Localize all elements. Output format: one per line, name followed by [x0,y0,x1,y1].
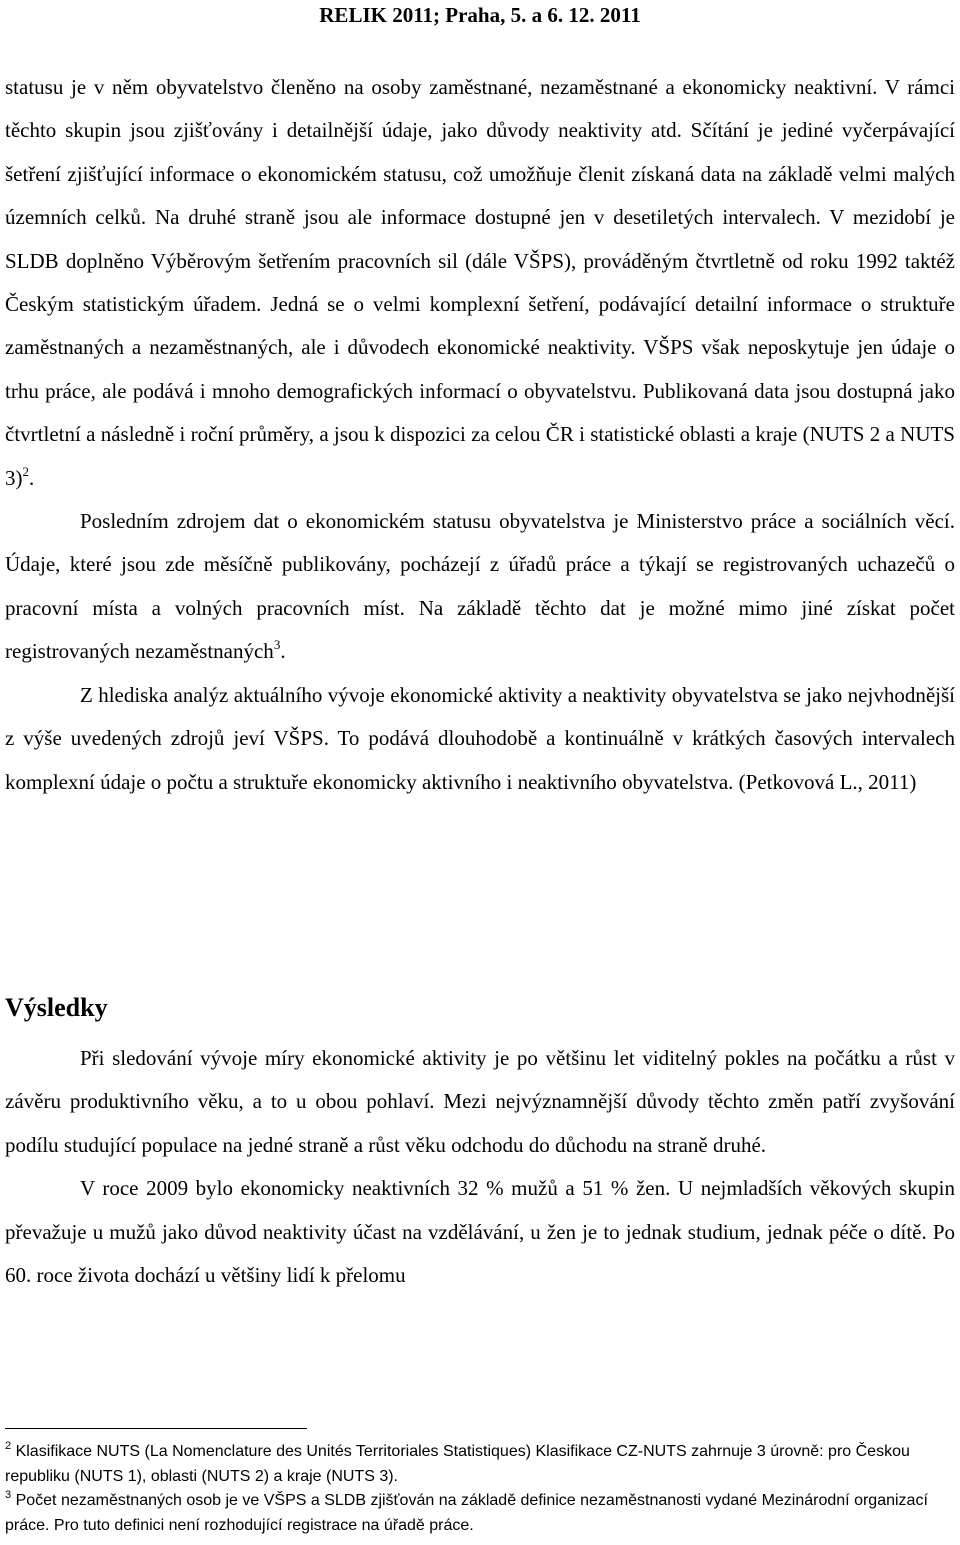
footnote-number: 2 [5,1440,12,1452]
paragraph-economic-status [5,66,955,500]
running-header: RELIK 2011; Praha, 5. a 6. 12. 2011 [319,3,641,27]
paragraph-results-1: Při sledování vývoje míry ekonomické aktivity je po většinu let viditelný pokles na počátku a růst v závěru produktivního věku, a to u obou pohlaví. Mezi nejvýznamnější důvody těchto změn patří zvyšování podílu studující populace na jedné straně a růst věku odchodu do důchodu na straně druhé. [5,1046,955,1157]
paragraph-text: Posledním zdrojem dat o ekonomickém statusu obyvatelstva je Ministerstvo práce a sociálních věcí. Údaje, které jsou zde měsíčně publikovány, pocházejí z úřadů práce a týkají se registrovaných uchazečů o pracovní místa a volných pracovních míst. Na základě těchto dat je možné mimo jiné získat počet registrovaných nezaměstnaných [5,509,955,664]
footnote-ref-3: 3 [273,637,281,653]
footnote-ref-2: 2 [22,463,29,479]
footnote-3 [5,1489,955,1538]
paragraph-text: statusu je v něm obyvatelstvo členěno na osoby zaměstnané, nezaměstnané a ekonomicky neaktivní. V rámci těchto skupin jsou zjišťovány i detailnější údaje, jako důvody neaktivity atd. Sčítání je jediné vyčerpávající šetření zjišťující informace o ekonomickém statusu, což umožňuje členit získaná data na základě velmi malých územních celků. Na druhé straně jsou ale informace dostupné jen v desetiletých intervalech. V mezidobí je SLDB doplněno Výběrovým šetřením pracovních sil (dále VŠPS), prováděným čtvrtletně od roku 1992 taktéž Českým statistickým úřadem. Jedná se o velmi komplexní šetření, podávající detailní informace o struktuře zaměstnaných a nezaměstnaných, ale i důvodech ekonomické neaktivity. VŠPS však neposkytuje jen údaje o trhu práce, ale podává i mnoho demografických informací o obyvatelstvu. Publikovaná data jsou dostupná jako čtvrtletní a následně i roční průměry, a jsou k dispozici za celou ČR i statistické oblasti a kraje (NUTS 2 a NUTS 3) [5,75,955,490]
paragraph-text-end: . [29,465,35,490]
footnote-number: 3 [5,1489,12,1501]
paragraph-results-2: V roce 2009 bylo ekonomicky neaktivních 32 % mužů a 51 % žen. U nejmladších věkových skupin převažuje u mužů jako důvod neaktivity účast na vzdělávání, u žen je to jednak studium, jednak péče o dítě. Po 60. roce života dochází u většiny lidí k přelomu [5,1176,955,1288]
paragraph-mpsv [5,500,955,674]
body-text [5,66,955,804]
footnote-text: Klasifikace NUTS (La Nomenclature des Unités Territoriales Statistiques) Klasifikace CZ-NUTS zahrnuje 3 úrovně: pro Českou republiku (NUTS 1), oblasti (NUTS 2) a kraje (NUTS 3). [5,1443,910,1485]
section-heading: Výsledky [5,993,108,1022]
results-section [5,1037,955,1297]
footnote-text: Počet nezaměstnaných osob je ve VŠPS a SLDB zjišťován na základě definice nezaměstnanosti vydané Mezinárodní organizací práce. Pro tuto definici není rozhodující registrace na úřadě práce. [5,1492,928,1534]
footnotes [5,1440,955,1538]
paragraph-text-end: . [280,639,286,664]
paragraph-vsps: Z hlediska analýz aktuálního vývoje ekonomické aktivity a neaktivity obyvatelstva se jako nejvhodnější z výše uvedených zdrojů jeví VŠPS. To podává dlouhodobě a kontinuálně v krátkých časových intervalech komplexní údaje o počtu a struktuře ekonomicky aktivního i neaktivního obyvatelstva. (Petkovová L., 2011) [5,682,955,794]
footnote-separator [5,1428,307,1429]
footnote-2 [5,1440,955,1489]
